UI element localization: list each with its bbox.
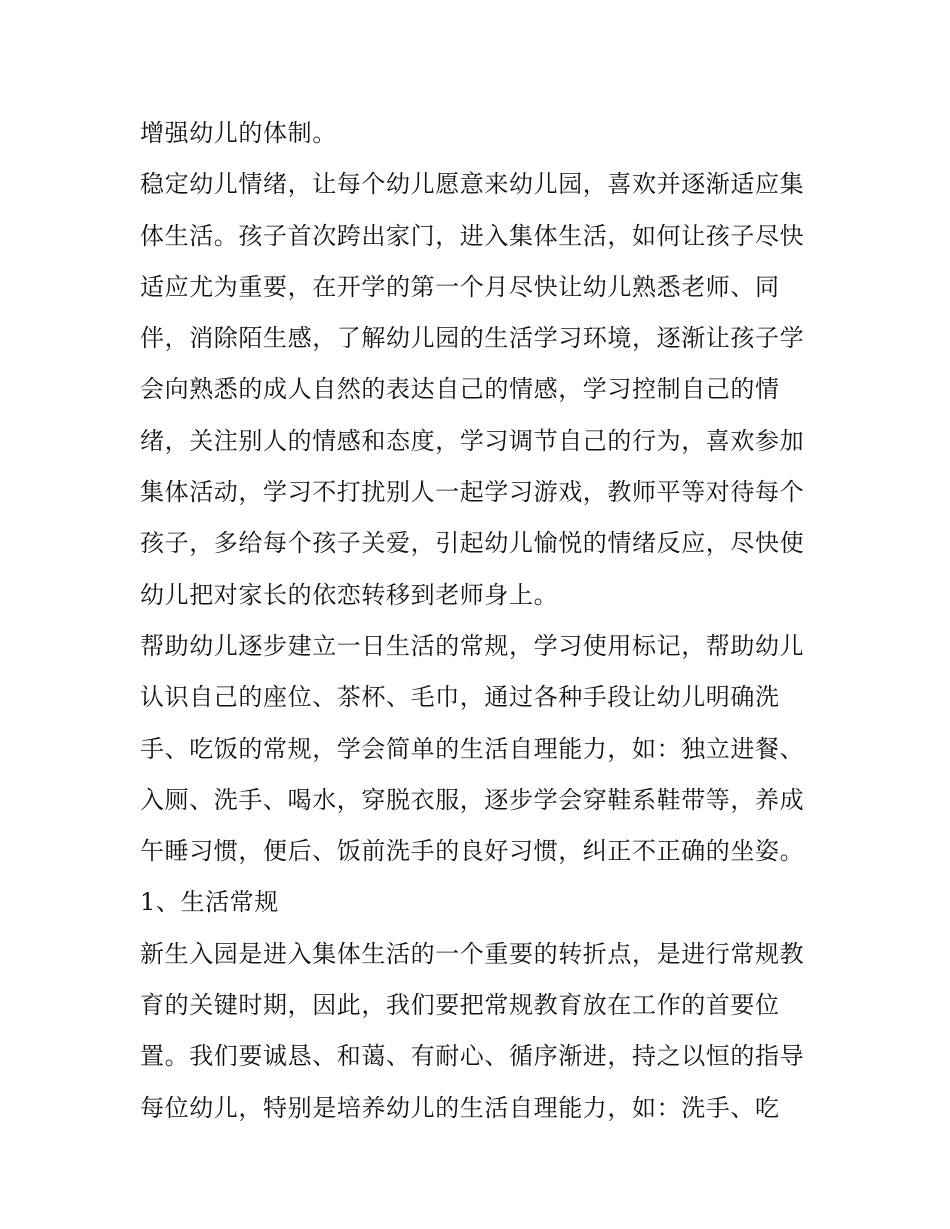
text-line-12: 认识自己的座位、茶杯、毛巾，通过各种手段让幼儿明确洗 — [140, 683, 780, 712]
section-heading-life-routine: 1、生活常规 — [140, 888, 279, 917]
text-line-5: 伴，消除陌生感，了解幼儿园的生活学习环境，逐渐让孩子学 — [140, 324, 805, 353]
text-line-17: 新生入园是进入集体生活的一个重要的转折点，是进行常规教 — [140, 939, 805, 968]
text-line-20: 每位幼儿，特别是培养幼儿的生活自理能力，如：洗手、吃 — [140, 1093, 780, 1122]
text-line-9: 孩子，多给每个孩子关爱，引起幼儿愉悦的情绪反应，尽快使 — [140, 529, 805, 558]
text-line-7: 绪，关注别人的情感和态度，学习调节自己的行为，喜欢参加 — [140, 426, 805, 455]
text-line-18: 育的关键时期，因此，我们要把常规教育放在工作的首要位 — [140, 991, 780, 1020]
text-line-6: 会向熟悉的成人自然的表达自己的情感，学习控制自己的情 — [140, 375, 780, 404]
text-line-13: 手、吃饭的常规，学会简单的生活自理能力，如：独立进餐、 — [140, 734, 805, 763]
text-line-10: 幼儿把对家长的依恋转移到老师身上。 — [140, 580, 559, 609]
text-line-19: 置。我们要诚恳、和蔼、有耐心、循序渐进，持之以恒的指导 — [140, 1042, 805, 1071]
text-line-1: 增强幼儿的体制。 — [140, 119, 337, 147]
text-line-8: 集体活动，学习不打扰别人一起学习游戏，教师平等对待每个 — [140, 478, 805, 507]
text-line-14: 入厕、洗手、喝水，穿脱衣服，逐步学会穿鞋系鞋带等，养成 — [140, 785, 805, 814]
text-line-4: 适应尤为重要，在开学的第一个月尽快让幼儿熟悉老师、同 — [140, 272, 780, 301]
text-line-2: 稳定幼儿情绪，让每个幼儿愿意来幼儿园，喜欢并逐渐适应集 — [140, 170, 805, 199]
text-line-15: 午睡习惯，便后、饭前洗手的良好习惯，纠正不正确的坐姿。 — [140, 837, 805, 866]
text-line-11: 帮助幼儿逐步建立一日生活的常规，学习使用标记，帮助幼儿 — [140, 631, 805, 660]
document-body — [140, 108, 820, 1134]
text-line-3: 体生活。孩子首次跨出家门，进入集体生活，如何让孩子尽快 — [140, 221, 805, 250]
